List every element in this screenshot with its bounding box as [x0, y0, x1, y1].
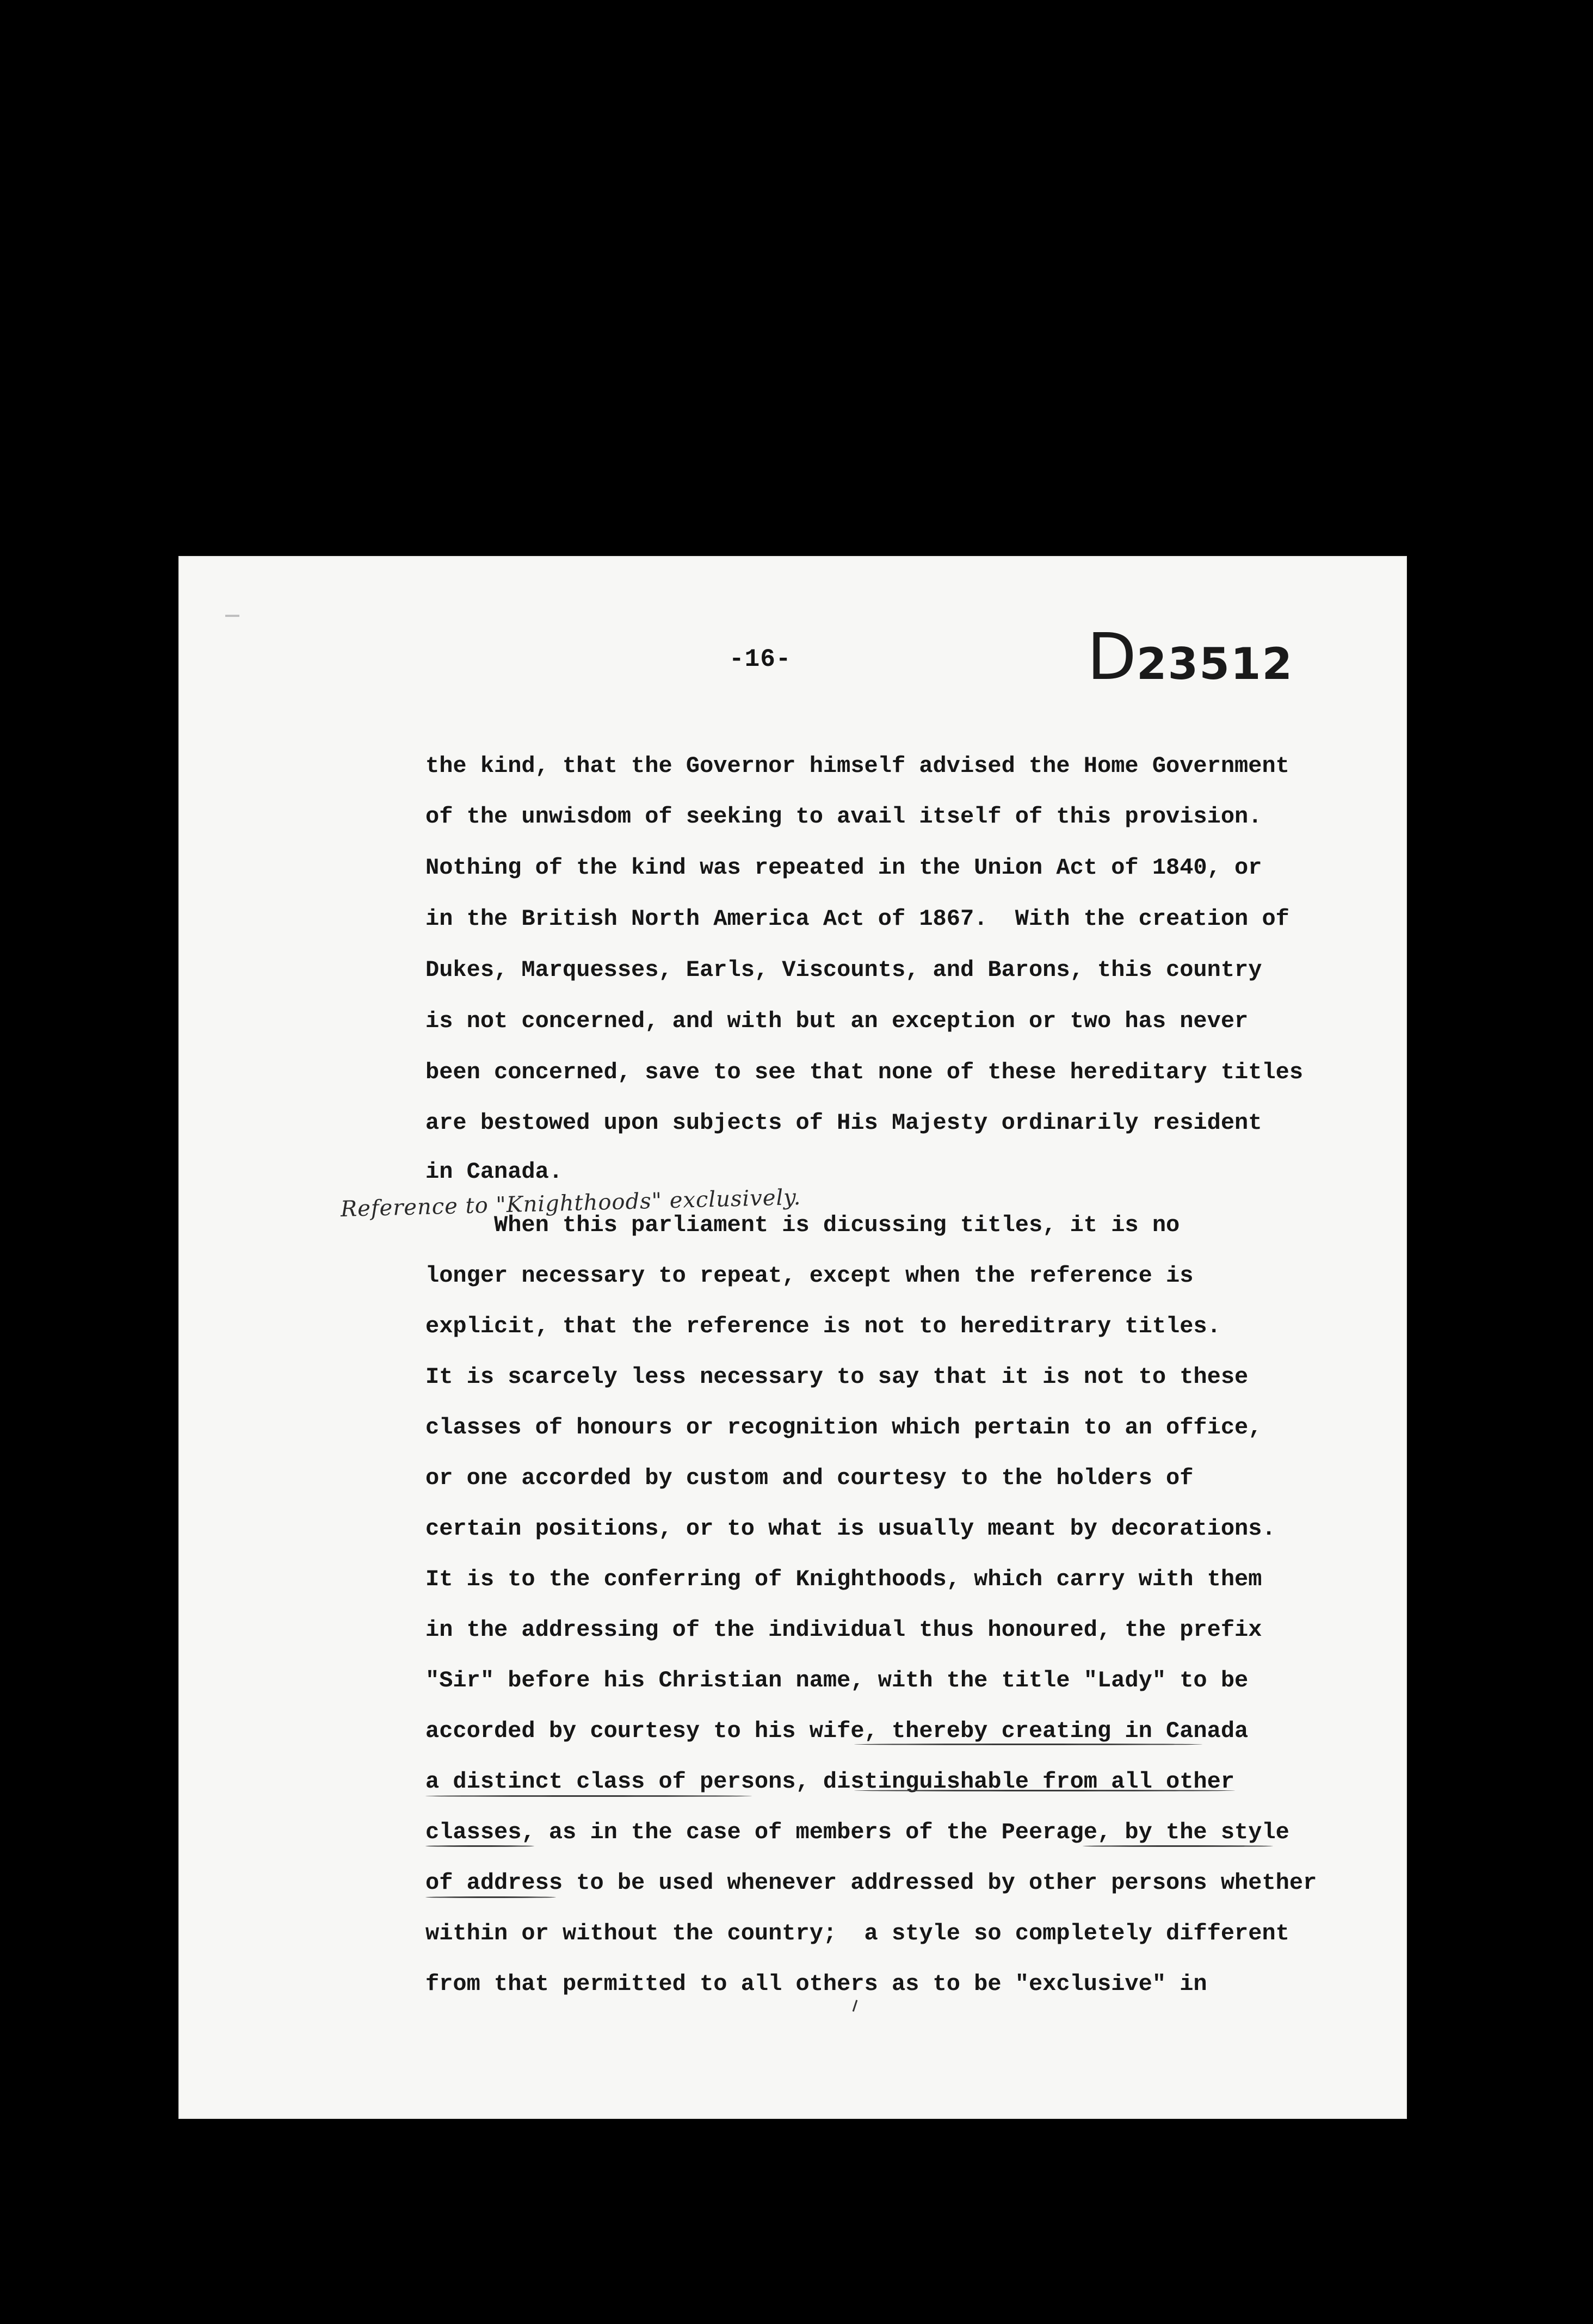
stamp-prefix: D: [1087, 619, 1137, 694]
text-line: within or without the country; a style so completely different: [425, 1920, 1289, 1946]
text-line: longer necessary to repeat, except when the reference is: [425, 1263, 1194, 1289]
handwritten-underline: [425, 1845, 534, 1847]
text-line: or one accorded by custom and courtesy to the holders of: [425, 1465, 1194, 1491]
text-line: in the addressing of the individual thus honoured, the prefix: [425, 1617, 1262, 1643]
text-line: certain positions, or to what is usually meant by decorations.: [425, 1516, 1276, 1542]
text-line: When this parliament is dicussing titles, it is no: [425, 1212, 1180, 1238]
scan-speck: [225, 615, 239, 617]
handwritten-underline: [425, 1896, 556, 1898]
text-line: Dukes, Marquesses, Earls, Viscounts, and Barons, this country: [425, 957, 1262, 983]
text-line: It is to the conferring of Knighthoods, which carry with them: [425, 1566, 1262, 1592]
text-line: in Canada.: [425, 1159, 563, 1185]
text-line: is not concerned, and with but an exception or two has never: [425, 1008, 1249, 1034]
text-line: the kind, that the Governor himself advised the Home Government: [425, 753, 1289, 779]
text-line: accorded by courtesy to his wife, thereby creating in Canada: [425, 1718, 1249, 1744]
text-line: It is scarcely less necessary to say that it is not to these: [425, 1364, 1249, 1390]
text-line: of the unwisdom of seeking to avail itself of this provision.: [425, 803, 1262, 830]
text-line: "Sir" before his Christian name, with the title "Lady" to be: [425, 1667, 1249, 1693]
text-line: in the British North America Act of 1867. With the creation of: [425, 906, 1289, 932]
text-line: explicit, that the reference is not to hereditrary titles.: [425, 1313, 1221, 1339]
page-number: -16-: [729, 645, 792, 673]
text-line: been concerned, save to see that none of these hereditary titles: [425, 1059, 1304, 1085]
text-line: classes of honours or recognition which pertain to an office,: [425, 1414, 1262, 1441]
handwritten-underline: [1083, 1845, 1273, 1847]
stamp-number: 23512: [1136, 639, 1294, 689]
text-line: classes, as in the case of members of the Peerage, by the style: [425, 1819, 1289, 1845]
handwritten-underline: [854, 1744, 1202, 1745]
handwritten-underline: [425, 1795, 752, 1797]
handwritten-margin-note: Reference to "Knighthoods" exclusively.: [340, 1184, 801, 1222]
text-line: a distinct class of persons, distinguishable from all other: [425, 1769, 1235, 1795]
handwritten-underline: [854, 1790, 1235, 1791]
text-line: Nothing of the kind was repeated in the Union Act of 1840, or: [425, 855, 1262, 881]
text-line: from that permitted to all others as to be "exclusive" in: [425, 1971, 1207, 1997]
text-line: are bestowed upon subjects of His Majesty ordinarily resident: [425, 1110, 1262, 1136]
archive-stamp: [1087, 619, 1294, 694]
text-line: of address to be used whenever addressed by other persons whether: [425, 1870, 1317, 1896]
